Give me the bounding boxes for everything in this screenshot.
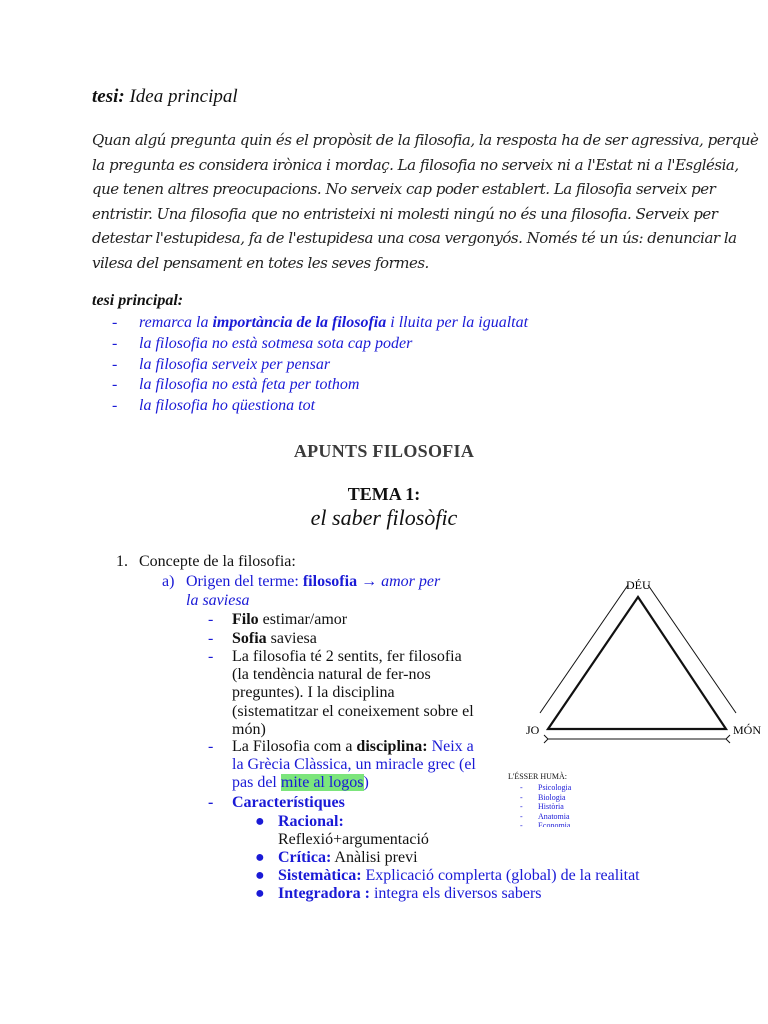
triangle-diagram (500, 570, 768, 760)
paragraph-line: detestar l'estupidesa, fa de l'estupidesa una cosa vergonyós. Només té un ús: denunciar la (92, 229, 737, 248)
origin-line: Origen del terme: filosofia → amor per (186, 573, 441, 590)
tema-label: TEMA 1: (347, 484, 421, 504)
diagram-list (520, 783, 576, 827)
bullet-icon: ● (255, 849, 265, 866)
thesis-heading: tesi: Idea principal (92, 86, 238, 107)
tesi-principal-list (112, 313, 528, 417)
list-item: - Biologia (520, 792, 566, 802)
arrow-line (540, 585, 628, 713)
label-jo: JO (526, 723, 540, 737)
label-deu: DÉU (626, 578, 651, 592)
paragraph-line: Quan algú pregunta quin és el propòsit de la filosofia, la resposta ha de ser agressiva, perquè (92, 131, 759, 149)
list-item: - Psicologia (520, 783, 572, 792)
section-number: 1. (116, 553, 128, 570)
list-item: - la filosofia ho qüestiona tot (112, 397, 316, 415)
feature-item: Crítica: Anàlisi previ (278, 849, 418, 866)
diagram-caption: L'ÉSSER HUMÀ: (508, 772, 568, 781)
paragraph-line: entristir. Una filosofia que no entristeixi ni molesti ningú no és una filosofia. Serveix per (92, 204, 718, 223)
list-item: - remarca la importància de la filosofia i lluita per la igualtat (112, 314, 529, 331)
list-item: - Anatomia (520, 811, 570, 821)
paragraph-line: que tenen altres preocupacions. No serveix cap poder establert. La filosofia serveix per (92, 180, 716, 199)
list-item: - la filosofia no està sotmesa sota cap poder (112, 334, 413, 352)
bullet-icon: ● (255, 813, 265, 830)
thesis-paragraph (92, 128, 759, 276)
subject-title: el saber filosòfic (310, 505, 458, 530)
list-item: - la filosofia no està feta per tothom (112, 376, 360, 394)
feature-item: Integradora : integra els diversos sabers (278, 885, 542, 902)
tesi-principal-heading: tesi principal: (92, 292, 184, 309)
paragraph-line: la pregunta es considera irònica i mordaç. La filosofia no serveix ni a l'Estat ni a l'Església, (92, 155, 739, 174)
feature-item: Sistemàtica: Explicació complerta (global) de la realitat (278, 867, 640, 884)
arrow-line (648, 585, 736, 713)
origin-line-2: la saviesa (186, 592, 250, 609)
bullet-icon: ● (255, 885, 265, 902)
label-mon: MÓN (733, 723, 762, 737)
bullet-icon: ● (255, 867, 265, 884)
list-item: - Economia... (520, 821, 577, 827)
subsection-marker: a) (162, 573, 175, 590)
list-item: - la filosofia serveix per pensar (112, 355, 331, 373)
section-heading: Concepte de la filosofia: (139, 553, 296, 570)
feature-description: Reflexió+argumentació (278, 831, 429, 848)
feature-item: Racional: (278, 813, 344, 830)
highlighted-text: mite al logos (280, 774, 364, 792)
paragraph-line: vilesa del pensament en totes les seves formes. (92, 253, 429, 272)
list-item: - Història (520, 802, 564, 811)
notes-title: APUNTS FILOSOFIA (293, 441, 475, 461)
